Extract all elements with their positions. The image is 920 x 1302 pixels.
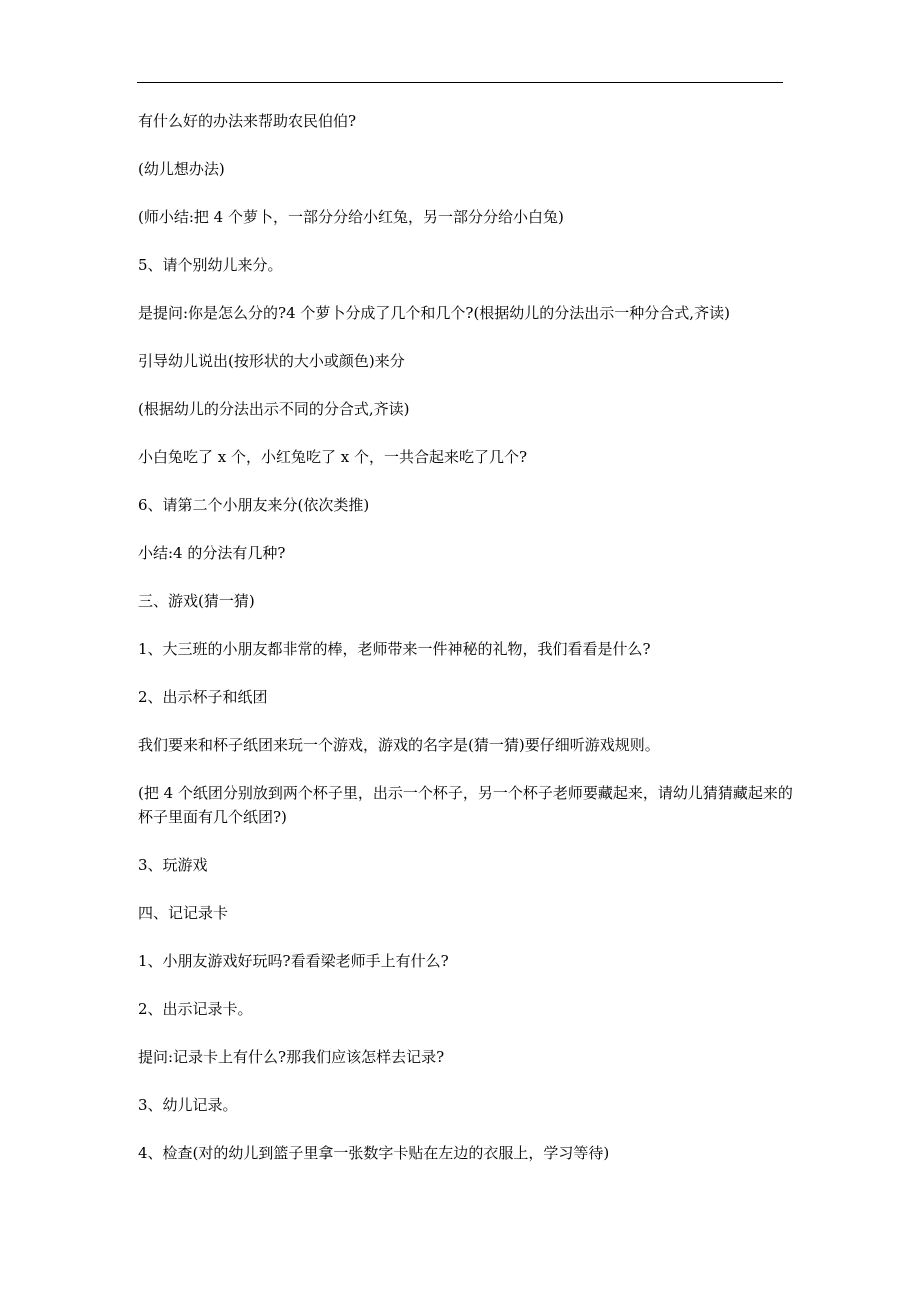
paragraph: 小结:4 的分法有几种? [138, 544, 286, 562]
section-heading: 四、记记录卡 [138, 904, 229, 922]
paragraph: (幼儿想办法) [138, 160, 225, 178]
paragraph: (师小结:把 4 个萝卜，一部分分给小红兔，另一部分分给小白兔) [138, 208, 564, 226]
paragraph: 4、检查(对的幼儿到篮子里拿一张数字卡贴在左边的衣服上，学习等待) [138, 1144, 610, 1162]
paragraph: 提问:记录卡上有什么?那我们应该怎样去记录? [138, 1048, 445, 1066]
paragraph: 1、小朋友游戏好玩吗?看看梁老师手上有什么? [138, 952, 449, 970]
paragraph: 小白兔吃了 x 个，小红兔吃了 x 个，一共合起来吃了几个? [138, 448, 528, 466]
paragraph: 有什么好的办法来帮助农民伯伯? [138, 112, 357, 130]
paragraph: 2、出示杯子和纸团 [138, 688, 268, 706]
paragraph: 是提问:你是怎么分的?4 个萝卜分成了几个和几个?(根据幼儿的分法出示一种分合式,齐读) [138, 304, 730, 322]
paragraph: 引导幼儿说出(按形状的大小或颜色)来分 [138, 352, 405, 370]
paragraph: 3、幼儿记录。 [138, 1096, 238, 1114]
section-heading: 三、游戏(猜一猜) [138, 592, 255, 610]
paragraph: 1、大三班的小朋友都非常的棒，老师带来一件神秘的礼物，我们看看是什么? [138, 640, 651, 658]
document-body [138, 106, 798, 1186]
header-rule [137, 82, 783, 83]
paragraph: (把 4 个纸团分别放到两个杯子里，出示一个杯子，另一个杯子老师要藏起来，请幼儿猜猜藏起来的杯子里面有几个纸团?) [138, 784, 793, 826]
paragraph: 我们要来和杯子纸团来玩一个游戏，游戏的名字是(猜一猜)要仔细听游戏规则。 [138, 736, 660, 754]
paragraph: 6、请第二个小朋友来分(依次类推) [138, 496, 370, 514]
paragraph: 5、请个别幼儿来分。 [138, 256, 283, 274]
paragraph: 3、玩游戏 [138, 856, 208, 874]
paragraph: 2、出示记录卡。 [138, 1000, 253, 1018]
paragraph: (根据幼儿的分法出示不同的分合式,齐读) [138, 400, 410, 418]
